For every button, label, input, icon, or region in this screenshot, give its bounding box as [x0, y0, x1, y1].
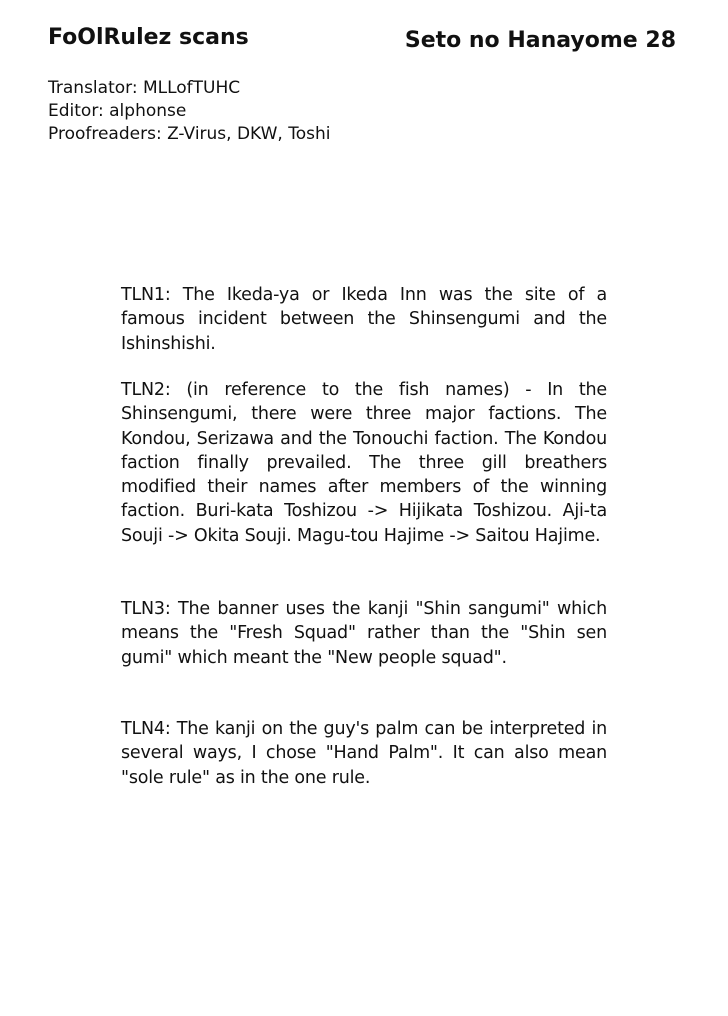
credits-block: [48, 77, 330, 146]
translation-note-4: TLN4: The kanji on the guy's palm can be interpreted in several ways, I chose "Hand Palm". It can also mean "sole rule" as in the one rule.: [121, 719, 607, 788]
translator-credit: Translator: MLLofTUHC: [48, 78, 241, 98]
scan-group-title: FoOlRulez scans: [48, 25, 249, 50]
translation-note-1: TLN1: The Ikeda-ya or Ikeda Inn was the site of a famous incident between the Shinsengumi and the Ishinshishi.: [121, 285, 607, 354]
editor-credit: Editor: alphonse: [48, 101, 187, 121]
translation-note-2: TLN2: (in reference to the fish names) - In the Shinsengumi, there were three major factions. The Kondou, Serizawa and the Tonouchi faction. The Kondou faction finally prevailed. The three gill breathers modified their names after members of the winning faction. Buri-kata Toshizou -> Hijikata Toshizou. Aji-ta Souji -> Okita Souji. Magu-tou Hajime -> Saitou Hajime.: [121, 380, 607, 546]
proofreaders-credit: Proofreaders: Z-Virus, DKW, Toshi: [48, 124, 331, 144]
translation-note-3: TLN3: The banner uses the kanji "Shin sangumi" which means the "Fresh Squad" rather than the "Shin sen gumi" which meant the "New people squad".: [121, 599, 607, 668]
chapter-title: Seto no Hanayome 28: [404, 28, 676, 53]
